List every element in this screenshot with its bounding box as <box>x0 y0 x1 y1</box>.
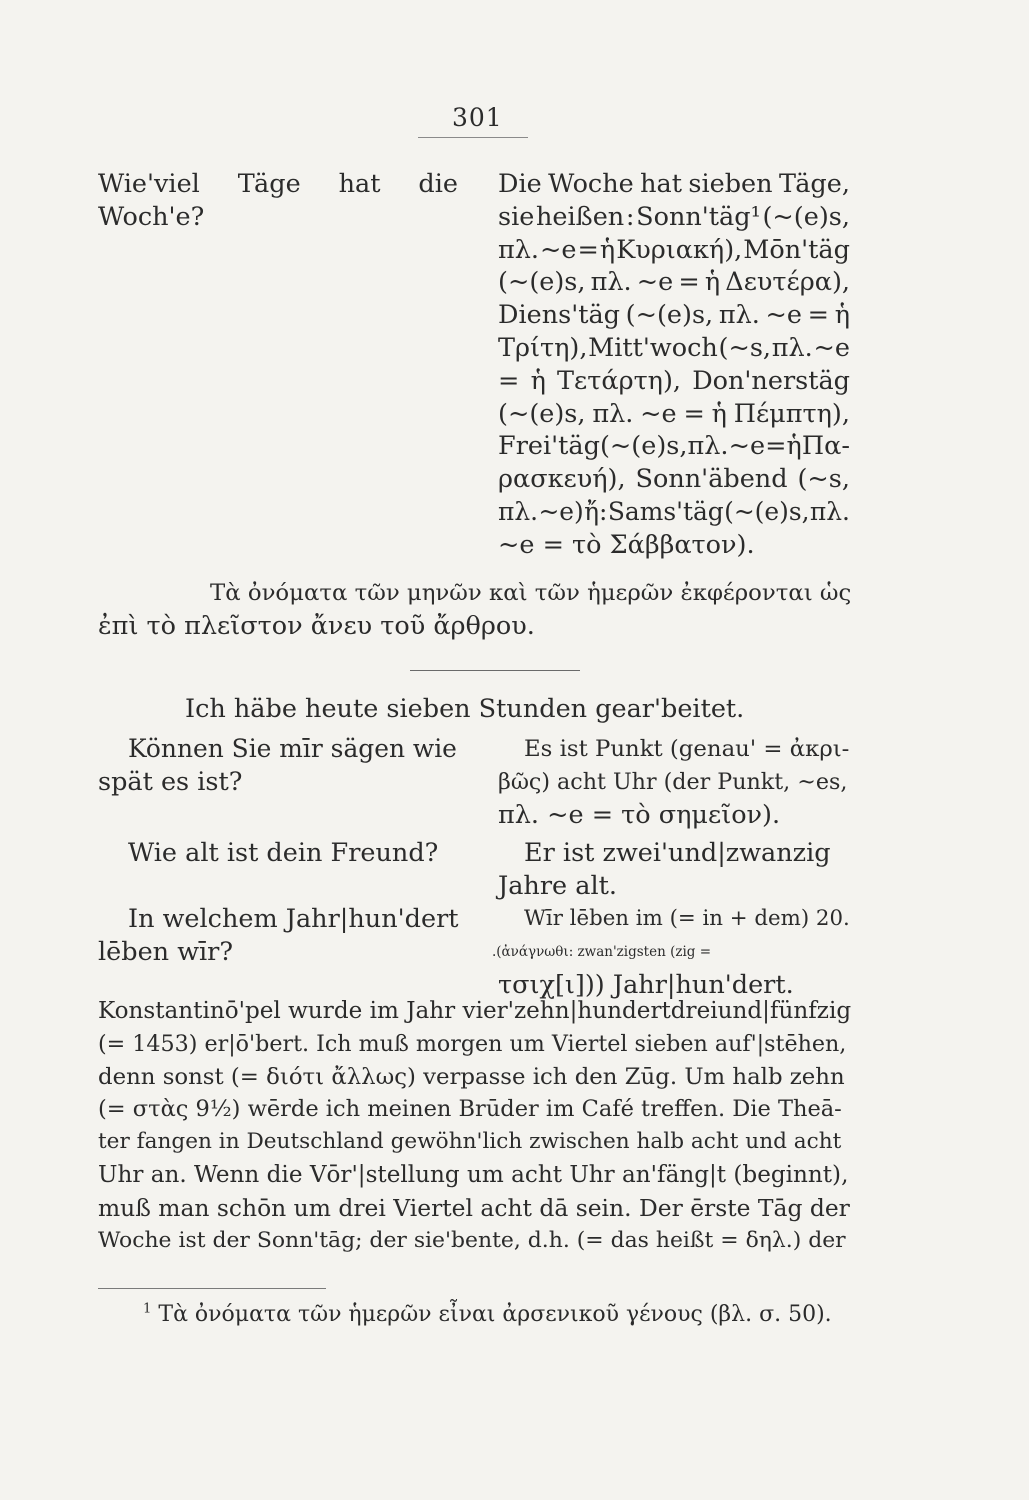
word: ἡ <box>704 267 721 298</box>
word: Don'nerstäg <box>692 365 850 396</box>
word: hat <box>338 169 381 199</box>
text-line: Woche ist der Sonn'tāg; der sie'bente, d.h. (= das heißt = δηλ.) der <box>98 1227 846 1253</box>
word: Wie'viel <box>98 169 200 199</box>
word: ~e) <box>538 496 584 526</box>
word: Täge, <box>778 169 850 199</box>
word: Täge <box>237 169 301 199</box>
text-line: Uhr an. Wenn die Vōr'|stellung um acht Uhr an'fäng|t (beginnt), <box>98 1161 849 1188</box>
word: Πέμπτη), <box>733 398 850 429</box>
word: = <box>683 398 705 429</box>
word: ἤ: <box>584 496 608 526</box>
word: : <box>625 201 635 232</box>
text-line <box>498 332 850 365</box>
text-line <box>498 234 850 267</box>
word: (~(e)s, <box>762 201 850 232</box>
word: = <box>577 234 599 265</box>
word: ἡ <box>711 398 727 429</box>
word: = <box>807 300 830 331</box>
text-line: Woch'e? <box>98 201 205 232</box>
word: ἡ <box>786 431 802 462</box>
answer-age <box>498 837 850 903</box>
word: Τετάρτη), <box>557 365 682 396</box>
footnote-rule <box>98 1288 326 1289</box>
text-line: denn sonst (= διότι ἄλλως) verpasse ich den Zūg. Um halb zehn <box>98 1063 845 1090</box>
text-line: Τὰ ὀνόματα τῶν μηνῶν καὶ τῶν ἡμερῶν ἐκφέρονται ὡς <box>210 580 852 606</box>
word: (~(e)s, <box>625 300 714 331</box>
question-days-of-week <box>98 168 458 234</box>
word: = <box>498 365 520 396</box>
text-line: ἐπὶ τὸ πλεῖστον ἄνευ τοῦ ἄρθρου. <box>98 610 535 641</box>
word: (~s, <box>718 332 772 363</box>
text-line: lēben wīr? <box>98 936 234 967</box>
word: ρασκευή), <box>498 464 626 495</box>
footnote-marker: 1 <box>143 1301 152 1317</box>
word: (~(e)s, <box>599 431 688 462</box>
page-number: 301 <box>452 103 503 132</box>
text-line <box>498 463 850 496</box>
word: (~s, <box>797 464 850 495</box>
word: πλ. <box>687 431 729 462</box>
footnote <box>143 1300 832 1330</box>
word: πλ. <box>590 267 632 298</box>
text-line <box>498 168 850 201</box>
text-line: τσιχ[ι])) Jahr|hun'dert. <box>498 969 794 1000</box>
word: (~(e)s, <box>724 496 810 526</box>
word: πλ. <box>718 300 760 331</box>
text-line: Jahre alt. <box>498 870 617 901</box>
text-line: muß man schōn um drei Viertel acht dā sein. Der ērste Tāg der <box>98 1193 850 1222</box>
word: Mitt'woch <box>588 332 718 363</box>
word: die <box>418 169 458 199</box>
word: sieben <box>688 169 773 199</box>
text-line <box>498 299 850 332</box>
text-line <box>498 266 850 299</box>
text-line: spät es ist? <box>98 766 243 797</box>
text-line: πλ. ~e = τὸ σημεῖον). <box>498 799 781 830</box>
text-line: βῶς) acht Uhr (der Punkt, ~es, <box>498 768 848 795</box>
text-line: Konstantinō'pel wurde im Jahr vier'zehn|hundertdreiund|fünfzig <box>98 998 852 1024</box>
text-line: (= 1453) er|ō'bert. Ich muß morgen um Viertel sieben auf'|stēhen, <box>98 1030 847 1057</box>
word: Κυριακή), <box>616 234 743 265</box>
question-age <box>98 837 458 870</box>
word: Πα- <box>801 431 850 462</box>
text-line: Er ist zwei'und|zwanzig <box>524 838 831 868</box>
text-line <box>498 430 850 463</box>
word: Mōn'täg <box>743 234 850 265</box>
word: = <box>678 267 700 298</box>
word: πλ. <box>592 398 634 429</box>
text-line: Können Sie mīr sägen wie <box>128 734 457 763</box>
text-line: Wīr lēben im (= in + dem) 20. <box>524 906 850 931</box>
answer-century <box>492 903 850 1001</box>
word: ~e <box>765 300 802 331</box>
text-line <box>98 168 458 201</box>
text-line: Es ist Punkt (genau' = ἀκρι- <box>524 736 850 762</box>
word: Δευτέρα), <box>725 267 850 298</box>
word: Frei'täg <box>498 431 600 462</box>
question-time <box>98 733 458 799</box>
text-line: Wie alt ist dein Freund? <box>128 838 439 868</box>
text-line: (= στὰς 9½) wērde ich meinen Brūder im Café treffen. Die Theā- <box>98 1096 842 1123</box>
word: Τρίτη), <box>498 332 588 363</box>
word: ~e <box>636 267 674 298</box>
word: ἡ <box>834 300 850 331</box>
greek-note <box>98 577 853 643</box>
text-line: ter fangen in Deutschland gewöhn'lich zwischen halb acht und acht <box>98 1129 842 1155</box>
section-separator <box>410 670 580 671</box>
word: πλ. <box>809 496 850 526</box>
word: Die <box>498 169 542 199</box>
word: ~e <box>728 431 766 462</box>
text-line <box>498 201 850 234</box>
text-line: In welchem Jahr|hun'dert <box>128 904 459 934</box>
text-line <box>498 398 850 431</box>
word: ἡ <box>599 234 616 265</box>
word: ~e <box>640 398 677 429</box>
word: heißen <box>536 201 625 232</box>
word: ἡ <box>530 365 546 396</box>
header-rule <box>418 137 528 138</box>
word: sie <box>498 201 535 232</box>
answer-time <box>498 733 850 831</box>
intro-sentence: Ich häbe heute sieben Stunden gear'beitet. <box>185 694 745 724</box>
word: πλ. <box>771 332 813 363</box>
word: hat <box>640 169 682 199</box>
question-century <box>98 903 458 969</box>
text-line <box>498 365 850 398</box>
word: (~(e)s, <box>498 267 586 298</box>
word: ~e <box>813 332 850 363</box>
footnote-text: Τὰ ὀνόματα τῶν ἡμερῶν εἶναι ἀρσενικοῦ γένους (βλ. σ. 50). <box>158 1302 832 1327</box>
word: πλ. <box>498 234 540 265</box>
word: (~(e)s, <box>498 398 586 429</box>
text-line: ~e = τὸ Σάββατον). <box>498 529 755 560</box>
word: Sams'täg <box>607 496 724 526</box>
answer-days-of-week <box>498 168 850 562</box>
text-line: .(ἀνάγνωθι: zwan'zigsten (zig = <box>492 943 712 960</box>
word: Diens'täg <box>498 300 620 331</box>
word: Sonn'täg¹ <box>636 201 761 232</box>
word: Woche <box>548 169 634 199</box>
text-line <box>498 496 850 529</box>
word: πλ. <box>498 496 539 526</box>
word: = <box>765 431 787 462</box>
word: ~e <box>540 234 577 265</box>
body-paragraph <box>98 995 850 1257</box>
word: Sonn'äbend <box>635 464 788 495</box>
